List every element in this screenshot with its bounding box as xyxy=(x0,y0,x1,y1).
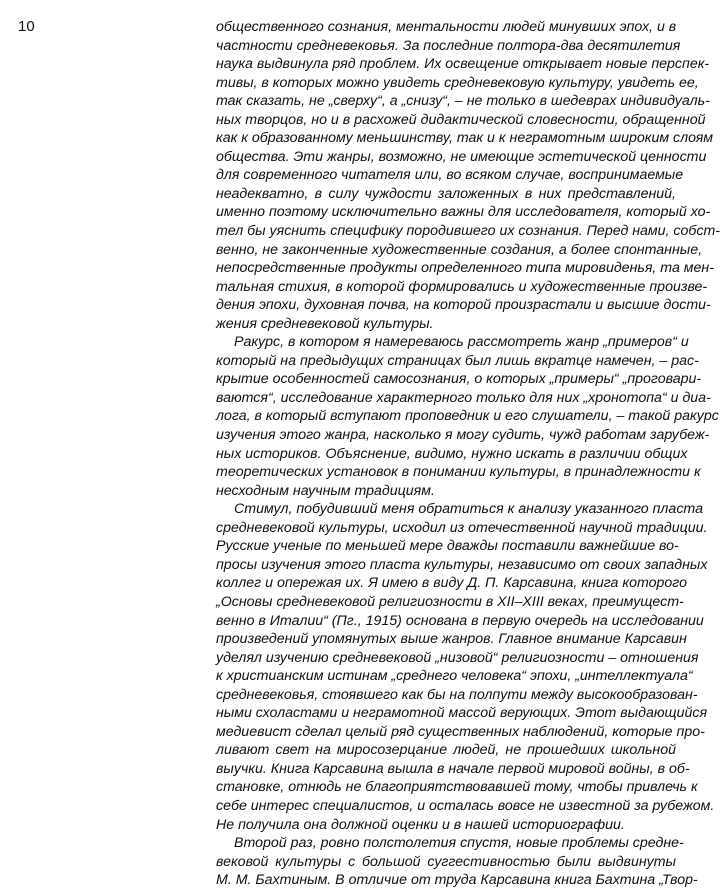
text-line: крытие особенностей самосознания, о которых „примеры“ „проговари- xyxy=(216,371,702,388)
text-line: Русские ученые по меньшей мере дважды поставили важнейшие во- xyxy=(216,538,679,555)
text-line: тальная стихия, в которой формировались и художественные произве- xyxy=(216,278,708,295)
text-line: теоретических установок в понимании культуры, в принадлежности к xyxy=(216,464,701,481)
text-line: просы изучения этого пласта культуры, независимо от своих западных xyxy=(216,556,708,573)
text-line: для современного читателя или, во всяком случае, воспринимаемые xyxy=(216,167,684,184)
text-line: Стимул, побудивший меня обратиться к анализу указанного пласта xyxy=(234,501,703,518)
text-line: непосредственные продукты определенного типа мировиденья, та мен- xyxy=(216,260,714,277)
text-line: Второй раз, ровно полстолетия спустя, новые проблемы средне- xyxy=(234,835,684,852)
body-text xyxy=(216,18,720,890)
text-line: ливают свет на миросозерцание людей, не прошедших школьной xyxy=(216,742,676,759)
text-line: общественного сознания, ментальности людей минувших эпох, и в xyxy=(216,19,677,35)
text-line: произведений упомянутых выше жанров. Главное внимание Карсавин xyxy=(216,631,687,648)
text-line: дения эпохи, духовная почва, на которой произрастали и высшие дости- xyxy=(216,297,711,314)
text-line: Не получила она должной оценки и в нашей историографии. xyxy=(216,816,625,833)
text-line: средневековой культуры, исходил из отечественной научной традиции. xyxy=(216,519,708,536)
text-line: выучки. Книга Карсавина вышла в начале первой мировой войны, в об- xyxy=(216,760,690,777)
text-line: ных творцов, но и в расхожей дидактической словесности, обращенной xyxy=(216,111,706,128)
text-line: ных историков. Объяснение, видимо, нужно искать в различии общих xyxy=(216,445,688,462)
text-line: тивы, в которых можно увидеть средневековую культуру, увидеть ее, xyxy=(216,74,699,91)
text-line: тел бы уяснить специфику породившего их сознания. Перед нами, собст- xyxy=(216,223,720,240)
text-line: вековой культуры с большой суггестивностью были выдвинуты xyxy=(216,853,676,870)
page-number: 10 xyxy=(18,18,35,35)
text-line: несходным научным традициям. xyxy=(216,482,435,499)
text-line: неадекватно, в силу чуждости заложенных в них представлений, xyxy=(216,185,676,202)
text-line: становке, отнюдь не благоприятствовавшей тому, чтобы привлечь к xyxy=(216,779,698,796)
paragraph xyxy=(216,834,698,890)
text-line: венно в Италии“ (Пг., 1915) основана в первую очередь на исследовании xyxy=(216,612,704,629)
text-line: наука выдвинула ряд проблем. Их освещение открывает новые перспек- xyxy=(216,56,710,73)
text-line: „Основы средневековой религиозности в XII–XIII веках, преимущест- xyxy=(216,593,684,610)
text-line: жения средневековой культуры. xyxy=(216,315,434,332)
text-line: частности средневековья. За последние полтора-два десятилетия xyxy=(216,37,681,54)
text-line: так сказать, не „сверху“, а „снизу“, – не только в шедеврах индивидуаль- xyxy=(216,93,710,110)
text-line: М. М. Бахтиным. В отличие от труда Карсавина книга Бахтина „Твор- xyxy=(216,872,698,889)
text-line: средневековья, стоявшего как бы на полпути между высокообразован- xyxy=(216,686,698,703)
text-line: венно, не законченные художественные создания, а более спонтанные, xyxy=(216,241,703,258)
text-line: изучения этого жанра, насколько я могу судить, чужд работам зарубеж- xyxy=(216,427,710,444)
text-line: который на предыдущих страницах был лишь вкратце намечен, – рас- xyxy=(216,352,699,369)
text-line: общества. Эти жанры, возможно, не имеющие эстетической ценности xyxy=(216,148,707,165)
paragraph xyxy=(216,18,720,333)
paragraph xyxy=(216,500,715,834)
text-line: к христианским истинам „среднего человека“ эпохи, „интеллектуала“ xyxy=(216,668,693,685)
text-line: медиевист сделал целый ряд существенных наблюдений, которые про- xyxy=(216,723,705,740)
text-line: ваются“, исследование характерного только для них „хронотопа“ и диа- xyxy=(216,389,711,406)
text-line: ными схоластами и неграмотной массой верующих. Этот выдающийся xyxy=(216,705,708,722)
text-line: лога, в который вступают проповедник и его слушатели, – такой ракурс xyxy=(216,408,719,425)
text-line: себе интерес специалистов, и осталась вовсе не известной за рубежом. xyxy=(216,797,715,814)
text-line: коллег и опережая их. Я имею в виду Д. П. Карсавина, книга которого xyxy=(216,575,688,592)
paragraph xyxy=(216,333,719,500)
text-line: уделял изучению средневековой „низовой“ религиозности – отношения xyxy=(216,649,699,666)
text-line: как к образованному меньшинству, так и к неграмотным широким слоям xyxy=(216,130,714,147)
text-line: именно поэтому исключительно важны для исследователя, который хо- xyxy=(216,204,711,221)
text-line: Ракурс, в котором я намереваюсь рассмотреть жанр „примеров“ и xyxy=(234,334,689,351)
